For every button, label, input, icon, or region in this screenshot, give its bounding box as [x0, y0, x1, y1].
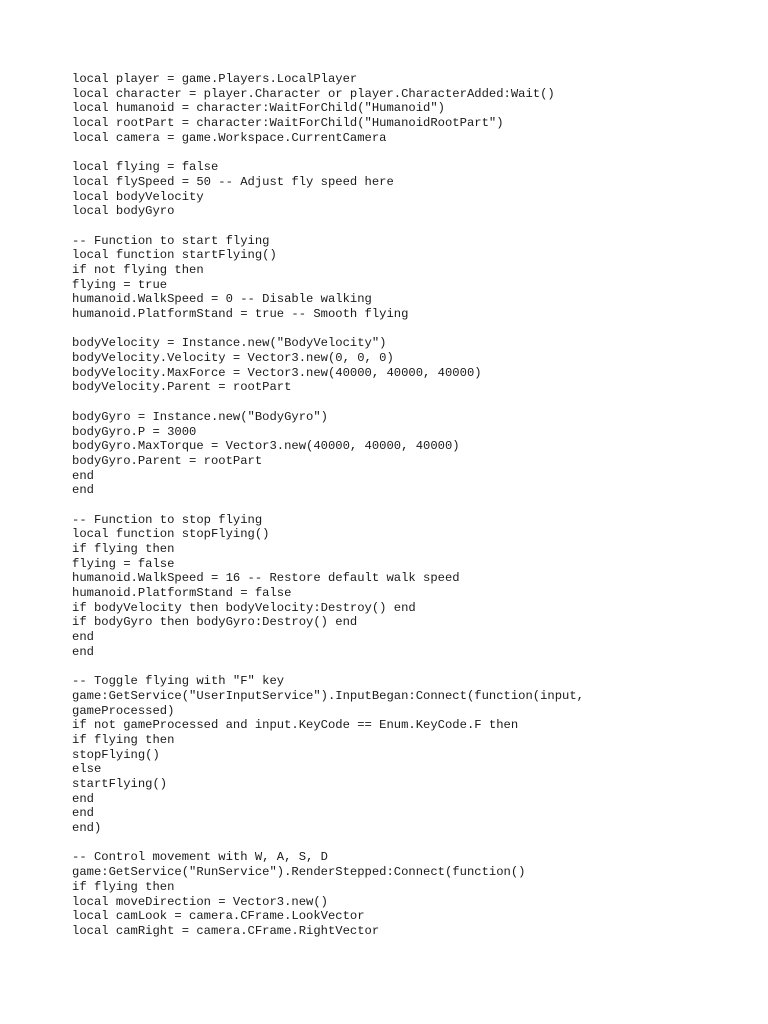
blank-line	[72, 498, 752, 513]
code-line: humanoid.PlatformStand = true -- Smooth flying	[72, 307, 409, 321]
code-line: bodyGyro.P = 3000	[72, 424, 197, 439]
code-line: -- Function to start flying	[72, 233, 270, 248]
code-line: end	[72, 630, 94, 645]
code-line: game:GetService("RunService").RenderStepped:Connect(function()	[72, 865, 526, 880]
code-line: flying = true	[72, 277, 168, 292]
code-line: local flying = false	[72, 160, 219, 175]
code-line: humanoid.PlatformStand = false	[72, 586, 292, 601]
code-line: local bodyVelocity	[72, 189, 204, 204]
code-line: end	[72, 644, 94, 659]
code-line: if bodyVelocity then bodyVelocity:Destroy() end	[72, 600, 416, 615]
code-line: humanoid.WalkSpeed = 0 -- Disable walking	[72, 292, 372, 307]
code-block	[72, 72, 752, 939]
code-line: end	[72, 483, 94, 498]
code-line: local function startFlying()	[72, 248, 277, 263]
code-line: if not flying then	[72, 262, 204, 277]
blank-line	[72, 322, 752, 337]
code-line: bodyVelocity.MaxForce = Vector3.new(40000, 40000, 40000)	[72, 365, 482, 380]
code-line: bodyVelocity = Instance.new("BodyVelocity")	[72, 336, 387, 351]
code-line: end)	[72, 821, 102, 836]
code-line: local character = player.Character or player.CharacterAdded:Wait()	[72, 86, 555, 101]
code-line: end	[72, 806, 94, 821]
code-line: local flySpeed = 50 -- Adjust fly speed here	[72, 174, 394, 189]
code-line: end	[72, 468, 94, 483]
code-line: gameProcessed)	[72, 703, 175, 718]
blank-line	[72, 145, 752, 160]
code-line: local camRight = camera.CFrame.RightVector	[72, 923, 380, 938]
code-line: if bodyGyro then bodyGyro:Destroy() end	[72, 615, 358, 630]
code-line: local player = game.Players.LocalPlayer	[72, 72, 358, 86]
code-line: bodyVelocity.Parent = rootPart	[72, 380, 292, 395]
code-line: local camLook = camera.CFrame.LookVector	[72, 909, 365, 924]
code-line: if flying then	[72, 542, 175, 556]
blank-line	[72, 660, 752, 675]
code-line: -- Function to stop flying	[72, 512, 263, 527]
code-line: startFlying()	[72, 777, 168, 791]
code-line: local humanoid = character:WaitForChild("Humanoid")	[72, 101, 445, 116]
code-line: -- Control movement with W, A, S, D	[72, 850, 328, 865]
code-line: local moveDirection = Vector3.new()	[72, 894, 328, 909]
code-line: game:GetService("UserInputService").InputBegan:Connect(function(input,	[72, 688, 584, 703]
code-line: bodyGyro.MaxTorque = Vector3.new(40000, 40000, 40000)	[72, 439, 460, 454]
code-line: local camera = game.Workspace.CurrentCamera	[72, 130, 387, 145]
code-line: local rootPart = character:WaitForChild("HumanoidRootPart")	[72, 116, 504, 131]
code-line: local bodyGyro	[72, 204, 175, 219]
code-line: if flying then	[72, 732, 175, 747]
code-line: -- Toggle flying with "F" key	[72, 674, 285, 689]
code-line: bodyGyro.Parent = rootPart	[72, 453, 263, 468]
code-line: bodyGyro = Instance.new("BodyGyro")	[72, 409, 328, 424]
blank-line	[72, 395, 752, 410]
code-line: if flying then	[72, 879, 175, 894]
code-line: if not gameProcessed and input.KeyCode == Enum.KeyCode.F then	[72, 718, 519, 733]
code-line: stopFlying()	[72, 747, 160, 762]
blank-line	[72, 836, 752, 851]
code-line: humanoid.WalkSpeed = 16 -- Restore default walk speed	[72, 571, 460, 586]
blank-line	[72, 219, 752, 234]
code-line: else	[72, 762, 102, 777]
code-line: bodyVelocity.Velocity = Vector3.new(0, 0, 0)	[72, 351, 394, 366]
code-line: local function stopFlying()	[72, 527, 270, 542]
code-line: end	[72, 791, 94, 806]
code-line: flying = false	[72, 556, 175, 571]
